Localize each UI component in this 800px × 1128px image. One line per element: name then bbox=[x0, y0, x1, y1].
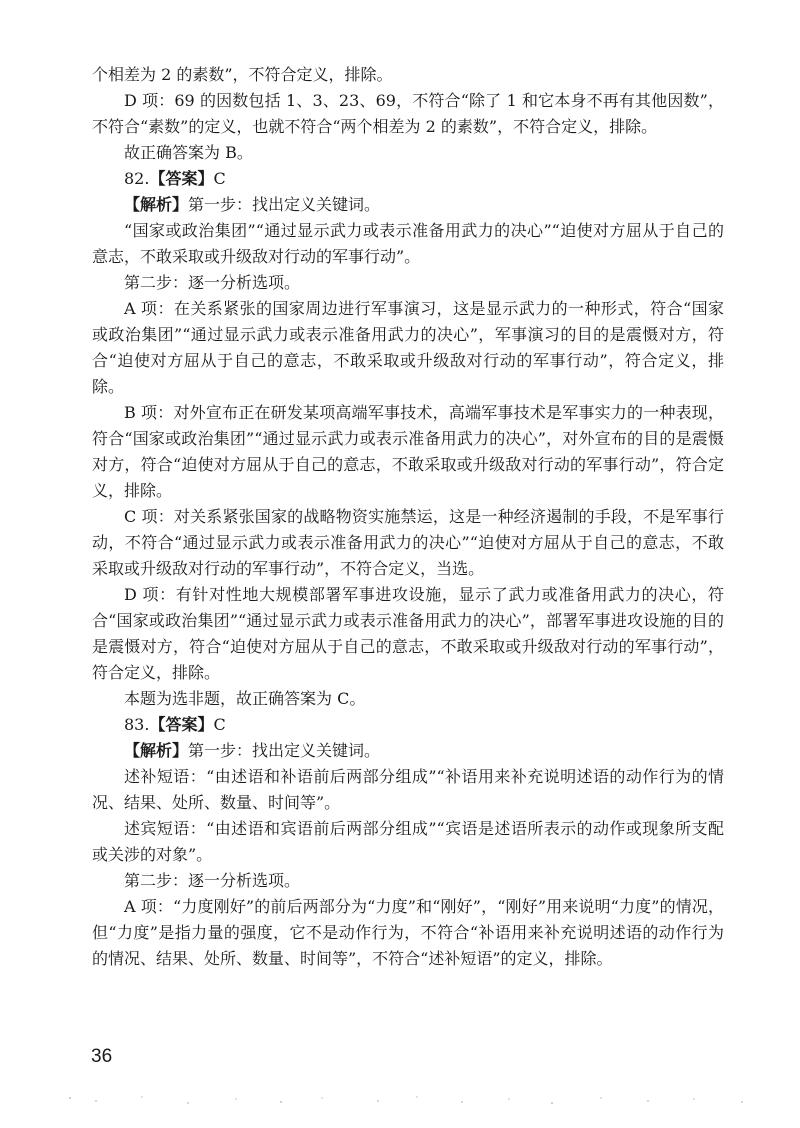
answer-heading-83 bbox=[92, 712, 724, 738]
definition-shubu: 述补短语：“由述语和补语前后两部分组成”“补语用来补充说明述语的动作行为的情况、结果、处所、数量、时间等”。 bbox=[92, 767, 724, 812]
question-number: 82. bbox=[124, 169, 150, 188]
answer-tag: 【答案】 bbox=[149, 169, 214, 188]
analysis-step: 第一步：找出定义关键词。 bbox=[188, 195, 381, 214]
definition-keywords: “国家或政治集团”“通过显示武力或表示准备用武力的决心”“迫使对方屈从于自己的意志，不敢采取或升级敌对行动的军事行动”。 bbox=[92, 221, 724, 266]
option-b-analysis: B 项：对外宣布正在研发某项高端军事技术，高端军事技术是军事实力的一种表现，符合“国家或政治集团”“通过显示武力或表示准备用武力的决心”，对外宣布的目的是震慑对方，符合“迫使对方屈从于自己的意志，不敢采取或升级敌对行动的军事行动”，符合定义，排除。 bbox=[92, 403, 724, 500]
scan-noise bbox=[0, 1086, 800, 1126]
page-number: 36 bbox=[91, 1046, 113, 1067]
text-line: 个相差为 2 的素数”，不符合定义，排除。 bbox=[92, 65, 393, 84]
option-a-analysis: A 项：在关系紧张的国家周边进行军事演习，这是显示武力的一种形式，符合“国家或政治集团”“通过显示武力或表示准备用武力的决心”，军事演习的目的是震慑对方，符合“迫使对方屈从于自己的意志，不敢采取或升级敌对行动的军事行动”，符合定义，排除。 bbox=[92, 299, 724, 396]
analysis-step: 第一步：找出定义关键词。 bbox=[188, 741, 381, 760]
analysis-tag: 【解析】 bbox=[124, 741, 189, 760]
analysis-heading bbox=[92, 192, 724, 218]
answer-conclusion: 故正确答案为 B。 bbox=[124, 143, 253, 162]
text-paragraph: D 项：69 的因数包括 1、3、23、69，不符合“除了 1 和它本身不再有其他因数”，不符合“素数”的定义，也就不符合“两个相差为 2 的素数”，不符合定义，排除。 bbox=[92, 91, 724, 136]
step-two: 第二步：逐一分析选项。 bbox=[124, 273, 301, 292]
answer-heading-82 bbox=[92, 166, 724, 192]
option-d-analysis: D 项：有针对性地大规模部署军事进攻设施，显示了武力或准备用武力的决心，符合“国家或政治集团”“通过显示武力或表示准备用武力的决心”，部署军事进攻设施的目的是震慑对方，符合“迫使对方屈从于自己的意志，不敢采取或升级敌对行动的军事行动”，符合定义，排除。 bbox=[92, 585, 724, 682]
option-c-analysis: C 项：对关系紧张国家的战略物资实施禁运，这是一种经济遏制的手段，不是军事行动，不符合“通过显示武力或表示准备用武力的决心”“迫使对方屈从于自己的意志，不敢采取或升级敌对行动的军事行动”，不符合定义，当选。 bbox=[92, 507, 724, 578]
analysis-heading bbox=[92, 738, 724, 764]
question-number: 83. bbox=[124, 715, 150, 734]
analysis-tag: 【解析】 bbox=[124, 195, 189, 214]
option-a-analysis: A 项：“力度刚好”的前后两部分为“力度”和“刚好”，“刚好”用来说明“力度”的情况，但“力度”是指力量的强度，它不是动作行为，不符合“补语用来补充说明述语的动作行为的情况、结果、处所、数量、时间等”，不符合“述补短语”的定义，排除。 bbox=[92, 897, 724, 968]
answer-conclusion: 本题为选非题，故正确答案为 C。 bbox=[124, 689, 366, 708]
document-body bbox=[92, 62, 724, 972]
answer-letter: C bbox=[213, 715, 226, 734]
step-two: 第二步：逐一分析选项。 bbox=[124, 871, 301, 890]
answer-letter: C bbox=[213, 169, 226, 188]
answer-tag: 【答案】 bbox=[149, 715, 214, 734]
definition-shubin: 述宾短语：“由述语和宾语前后两部分组成”“宾语是述语所表示的动作或现象所支配或关涉的对象”。 bbox=[92, 819, 724, 864]
